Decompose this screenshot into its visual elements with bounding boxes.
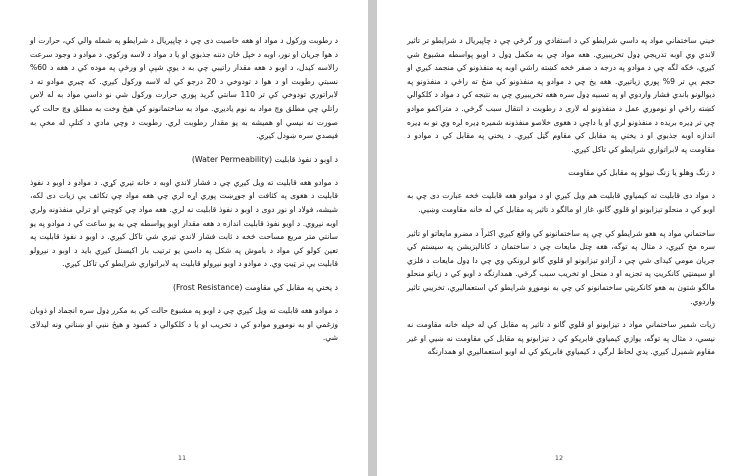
body-paragraph: د مواد دی قابليت ته کيمياوي قابليت هم ويل کيږي او د موادو هغه قابليت څخه عبارت دی چي به اوبو کي د منحلو تيزابونو او قلوي گانو، غاز او مالگو د تاثير په مقابل کي له خانه مقاومت وښيي.: [407, 191, 715, 214]
page-number: 12: [554, 454, 564, 462]
section-heading: د يخني په مقابل کي مقاومت (Frost Resistance): [172, 282, 338, 292]
body-paragraph: د موادو هغه قابليت ته ويل کيږي چي د اوبو په مشبوع حالت کي به مکرر ډول سره انجماد او ذوبان وزغمي او به نوموړو موادو کي د تخريب او يا د کلکوالي د کمبود و هيڅ ننبي او ښناني ونه ليدلای شي.: [30, 305, 338, 343]
body-paragraph: ساختماني مواد په هغو شرايطو کي چي په ساختمانونو کي واقع کيږي اکثراً د مضرو مايعاتو او تاثير سره مخ کيږي، د مثال په توگه، هغه چتل مايعات چي د ساختمان د کانالېزيشن په سيستم کي جريان مومي کيدای شي چي د آزادو تيزابونو او قلوي گانو لرونکي وي چي دا ډول مايعات د فلزي او سيمنټي کانکريټ په تجزيه او د منحل او تخريب سبب گرځي. همدارنگه د اوبو کي د زياتو منحلو مالگو شتون به هغو کانکريټي ساختمانونو کي چي به نوموړو شرايطو کي استعماليږي، تخريبي تاثير واردوي.: [407, 228, 715, 306]
section-heading: د زنگ وهلو يا زنگ نيولو په مقابل کي مقاومت: [568, 168, 715, 178]
page-number: 11: [177, 454, 187, 462]
section-heading: د اوبو د نفوذ قابليت (Water Permeability): [191, 154, 338, 164]
document-page-right: [377, 0, 745, 476]
page-body: [30, 34, 338, 355]
body-paragraph: د رطوبت وركول د مواد او هغه خاصيت دی چي د چاپيريال د شرايطو په شمله والي کي، حرارت او د هوا جريان او نور، اوبه د خپل ځان دننه جذبوي او يا د مواد د لاسه وركوي. د موادو د وجود سرعت رالاسه کيدل، د اوبو د هغه مقدار راتيبي چي به د يوې شپې او ورځې په موده کي د هغه د 60% نسبتي رطوبت او د هوا د تودوخي د 20 درجو کي له لاسه ورکول کيږي. که چيري موادو ته د لابراتوري تودوخي کي تر 110 سانتي گريد پوري حرارت ورکول شي نو داسي مواد به له لاس راتلي چي مطلق وچ مواد به نوم ياديږي. مواد به ساختمانونو کي هيڅ وخت به مطلق وچ حالت کي صورت نه نيسي او هميشه به يو مقدار رطوبت لري. رطوبت د وچي مادي د کتلې له مخې به فيصدي سره ښودل کيږي.: [30, 36, 339, 141]
body-paragraph: خيني ساختماني مواد په داسي شرايطو کي د استفادي ور گرځي چي د چاپيريال د شرايطو تر تاثير لاندي وي اوبه تدريجي ډول تخريبيږي. هغه مواد چي به مکمل ډول د اوبو پواسطه مشبوع شي کيږي، څکه لگه چي د موادو په درجه د صفر څخه کښته راشي اوبه په منفذونو کي منجمد کيږي او حجم يې تر 9% پوري زياتيږي. هغه يخ چي د موادو په منفذونو کي منځ ته راځي د منفذونو په ديوالونو باندي فشار واردوي او په تسبيه ډول سره هغه تخريبيږي چي به نتيجه کي د مواد د کلکوالي کښته راځي او نوموري عمل د منفذونو له لاری د رطوبت د انتقال سبب گرځي. د متراکمو موادو چي تر ډيره بريده د منفذونو لري او يا داچي د هغوی خلاصو منفذونه شميره ډيره لږه وي نو به ډيره اندازه اوبه جذبوي او د يخني په مقابل کي مقاوم گڼل کيږي. د يخني په مقابل کي د موادو د مقاومت په لابراتواري شرايطو کي تاکل کيږي.: [407, 36, 716, 154]
page-body: [407, 34, 715, 369]
document-page-left: [0, 0, 368, 476]
body-paragraph: د موادو هغه قابليت ته ويل کيږي چي د فشار لاندي اوبه د خانه تيري کړي. د موادو د اوبو د نفوذ قابليت د هغوی په کثافت او جوړښت پوري اړه لري چي هغه مواد چي تکاثف يې زيات دی لکه، شيشه، فولاد او نور دوی د اوبو د نفوذ قابليت نه لري. هغه مواد چي کوچني او ترلي منفذونه ولري اوبه نيږوي. د اوبو نفوذ قابليت اندازه د هغه مقدار اوبو پواسطه چي به يو ساعت کي د موادو په يو سانتي متر مربع مساحت څخه د ثابت فشار لاندي تيري شي تاکل کيږي. د اوبو د نفوذ قابليت په تعين کولو کي مواد د باموش په شکل په داسي يو ترتيب بار اکيسنل کيږي بايد د اوبو د نيږولو قابليت يې تر ټيټ وي. د موادو د اوبو نيږولو قابليت په لابراتواري شرايطو کي تاکل کيږي.: [30, 177, 338, 269]
body-paragraph: زيات شمير ساختماني مواد د تيزابونو او قلوي گانو د تاثير په مقابل کي له خپله خانه مقاومت نه نيسي، د مثال په توگه، يوازي کيمياوي فابريکو کي د تيزابونو په مقابل کي مقاومت نه ښيي او غير مقاوم شميرل کيږي. يدي لحاظ لرگي د کيمياوي فابريکو کي له اوبو استعماليږي او همدارنگه: [407, 320, 715, 357]
